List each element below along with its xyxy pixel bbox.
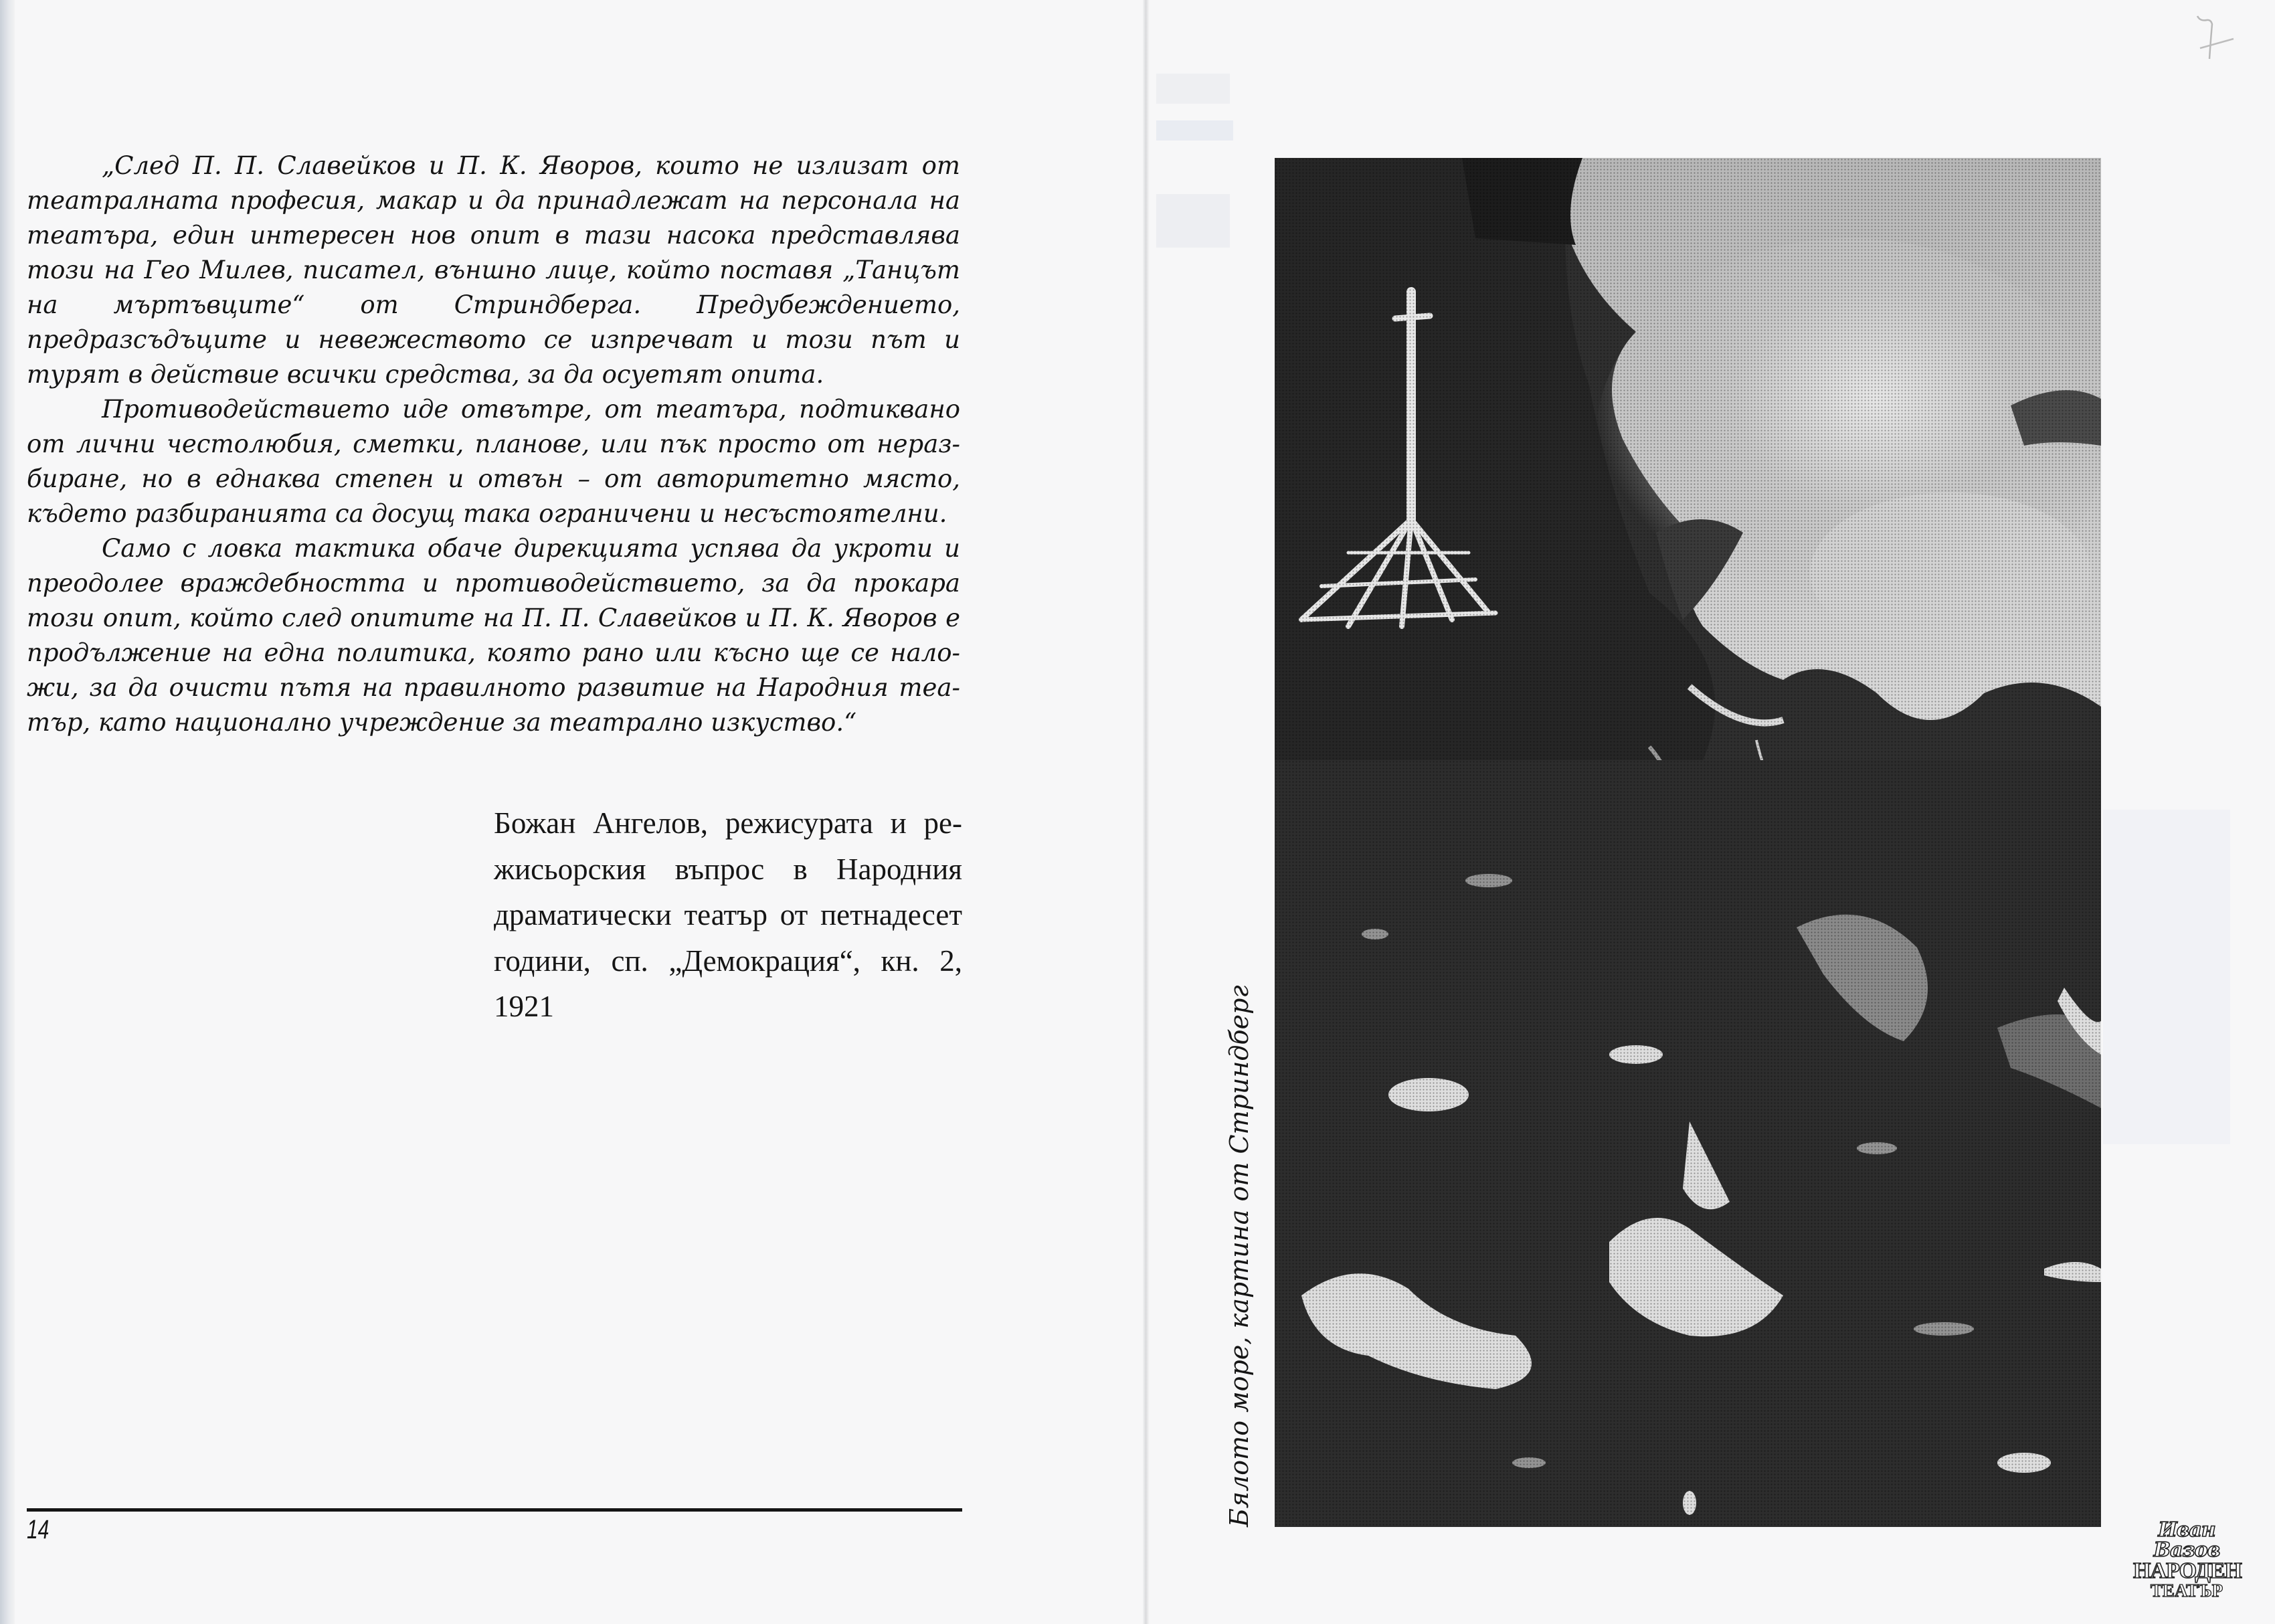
- bleed-through-mark: [1156, 74, 1230, 104]
- logo-script: Иван Вазов: [2153, 1518, 2220, 1562]
- bleed-through-mark: [1156, 194, 1230, 248]
- gutter-fold: [1143, 0, 1150, 1624]
- photo-caption: Бялото море, картина от Стриндберг: [1224, 985, 1254, 1527]
- right-page: [1150, 0, 2275, 1624]
- page-number: 14: [27, 1515, 50, 1544]
- bleed-through-mark: [2103, 810, 2230, 1144]
- left-page: [15, 0, 1143, 1624]
- bleed-through-mark: [1156, 120, 1233, 141]
- handwritten-page-mark: [2187, 12, 2240, 66]
- quote-paragraph: Противодействието иде отвътре, от театъра, подтиквано от лични честолюбия, сметки, планове, или пък просто от неразбиране, но в еднаква степен и отвън – от авторитетно място, където разбиранията са досущ така ограничени и несъстоятелни.: [27, 395, 960, 528]
- logo-line-1: НАРОДЕН: [2133, 1558, 2242, 1583]
- national-theatre-logo: [2133, 1518, 2242, 1601]
- quote-paragraph: Само с ловка тактика обаче дирекцията успява да укроти и преодолее враждебността и противодействието, за да прокара този опит, който след опитите на П. П. Славейков и П. К. Яворов е продължение на една политика, която рано или късно ще се наложи, за да очисти пътя на правилното развитие на Народния театър, като национално учреждение за театрално изкуство.“: [27, 534, 960, 737]
- footer-rule: [27, 1508, 962, 1512]
- painting-photo: [1275, 158, 2101, 1527]
- quote-block: [27, 149, 960, 740]
- quote-paragraph: „След П. П. Славейков и П. К. Яворов, които не излизат от театралната професия, макар и да принадлежат на персонала на театъра, един интересен нов опит в тази насока представлява този на Гео Милев, писател, външно лице, който поставя „Танцът на мъртъвците“ от Стриндберга. Предубеждението, предразсъдъците и невежеството се изпречват и този път и турят в действие всички средства, за да осуетят опита.: [27, 151, 960, 389]
- logo-line-2: ТЕАТЪР: [2150, 1581, 2223, 1601]
- quote-attribution: Божан Ангелов, режисурата и режисьорския въпрос в Народния драматически театър от петнадесет години, сп. „Демокрация“, кн. 2, 1921: [494, 806, 962, 1023]
- scan-edge: [0, 0, 15, 1624]
- painting-image: [1275, 158, 2101, 1527]
